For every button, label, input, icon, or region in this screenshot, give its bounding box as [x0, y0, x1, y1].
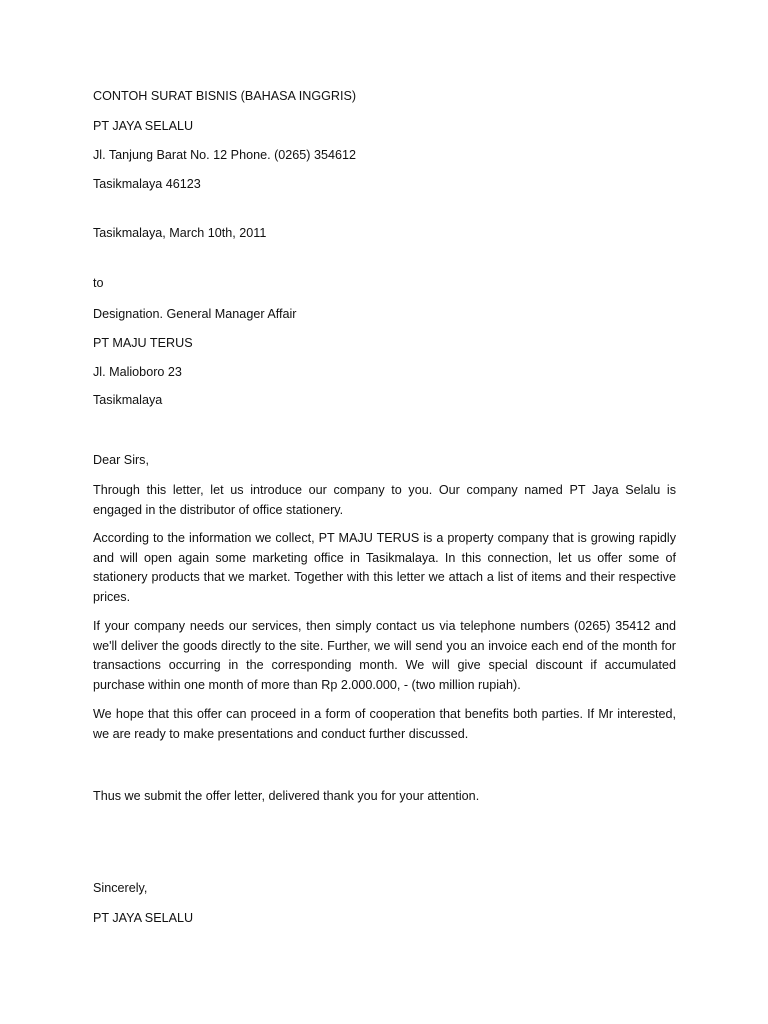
signature-company: PT JAYA SELALU [93, 911, 194, 925]
sign-off: Sincerely, [93, 881, 148, 895]
document-title: CONTOH SURAT BISNIS (BAHASA INGGRIS) [93, 89, 357, 103]
recipient-address: Jl. Malioboro 23 [93, 365, 182, 379]
body-paragraph: If your company needs our services, then simply contact us via telephone numbers (0265) 35412 and we'll deliver the goods directly to the site. Further, we will send you an invoice each end of the month for transactions occurring in the corresponding month. We will give special discount if accumulated purchase within one month of more than Rp 2.000.000, - (two million rupiah). [93, 619, 676, 692]
salutation: Dear Sirs, [93, 453, 149, 467]
sender-city: Tasikmalaya 46123 [93, 177, 201, 191]
sender-address: Jl. Tanjung Barat No. 12 Phone. (0265) 354612 [93, 148, 357, 162]
recipient-designation: Designation. General Manager Affair [93, 307, 297, 321]
body-paragraph: We hope that this offer can proceed in a form of cooperation that benefits both parties. If Mr interested, we are ready to make presentations and conduct further discussed. [93, 707, 676, 741]
sender-company: PT JAYA SELALU [93, 119, 194, 133]
letter-date: Tasikmalaya, March 10th, 2011 [93, 226, 267, 240]
recipient-to: to [93, 276, 104, 290]
recipient-city: Tasikmalaya [93, 393, 163, 407]
body-paragraph: According to the information we collect, PT MAJU TERUS is a property company that is growing rapidly and will open again some marketing office in Tasikmalaya. In this connection, let us offer some of stationery products that we market. Together with this letter we attach a list of items and their respective prices. [93, 531, 676, 604]
closing-sentence: Thus we submit the offer letter, delivered thank you for your attention. [93, 789, 480, 803]
recipient-company: PT MAJU TERUS [93, 336, 193, 350]
body-paragraph: Through this letter, let us introduce our company to you. Our company named PT Jaya Selalu is engaged in the distributor of office stationery. [93, 483, 676, 517]
